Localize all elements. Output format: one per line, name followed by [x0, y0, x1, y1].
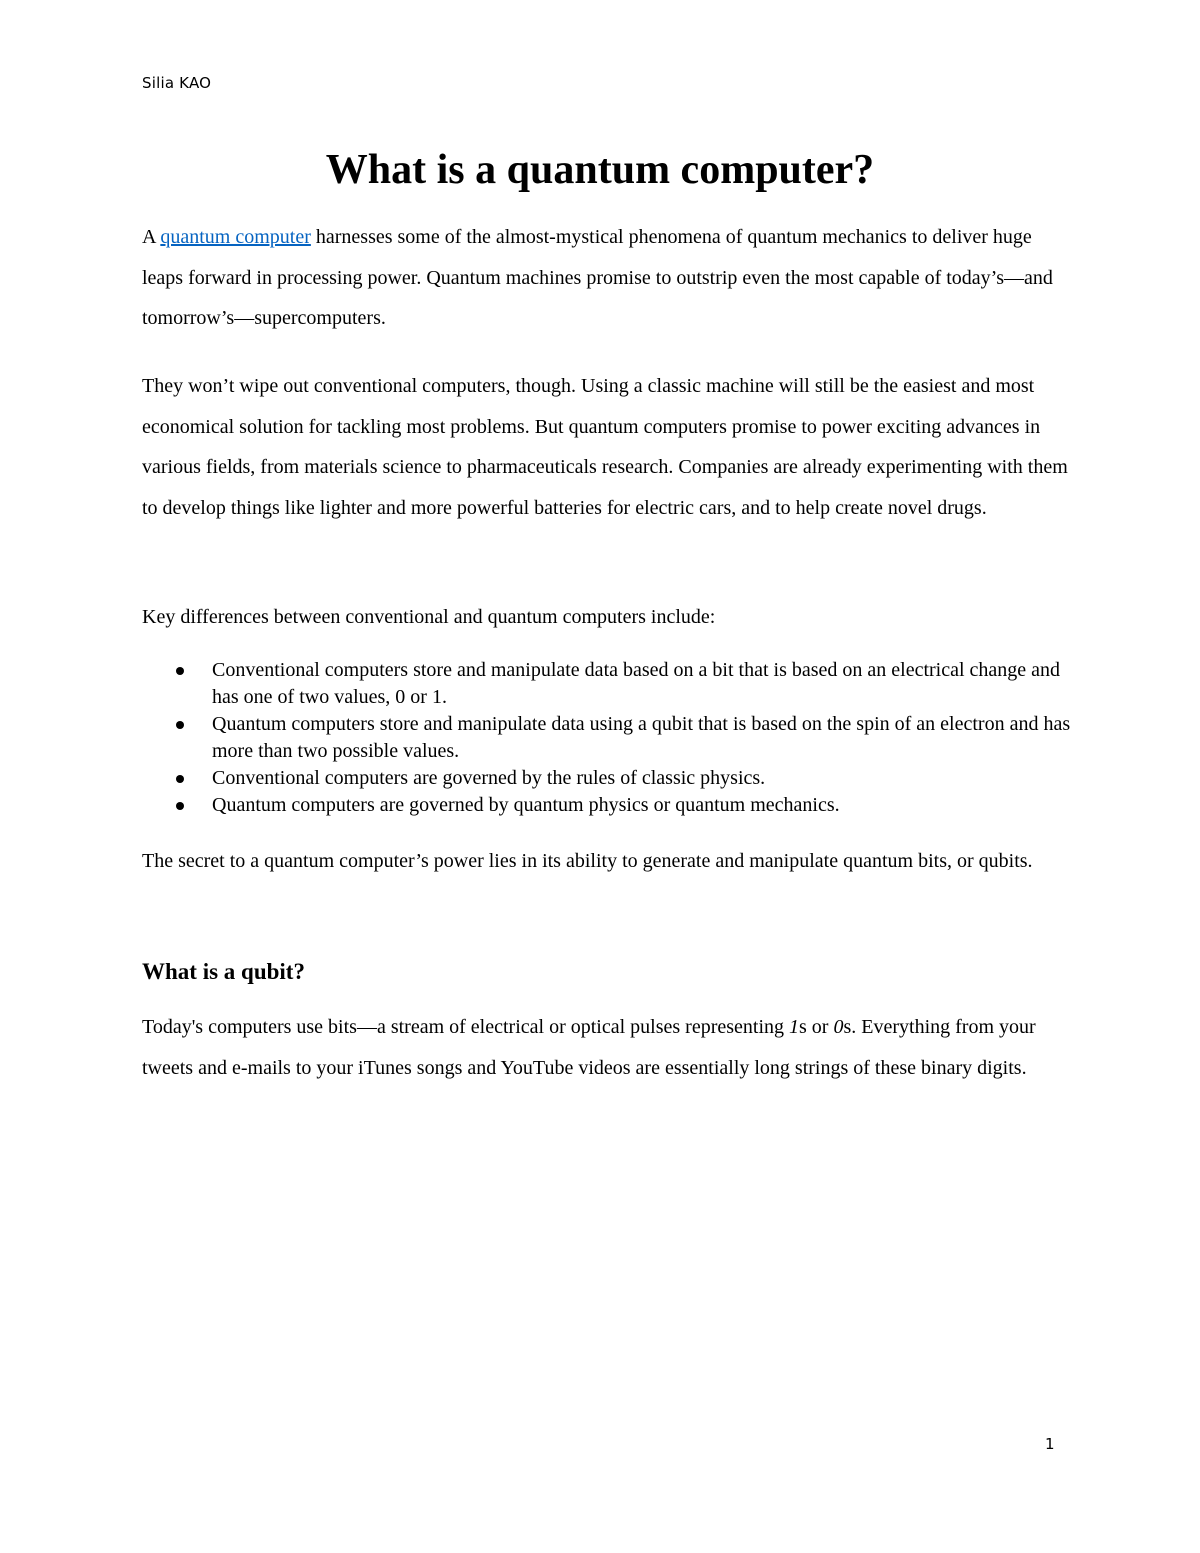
differences-list	[142, 657, 1072, 819]
paragraph-qubit	[142, 1007, 1072, 1088]
list-item	[142, 711, 1072, 765]
list-item	[142, 792, 1072, 819]
bullet-icon	[176, 721, 184, 729]
list-item-text: Quantum computers are governed by quantum physics or quantum mechanics.	[212, 794, 840, 816]
intro-prefix: A	[142, 226, 161, 248]
page-number: 1	[1045, 1435, 1055, 1453]
quantum-computer-link[interactable]: quantum computer	[160, 226, 311, 248]
document-title: What is a quantum computer?	[325, 147, 875, 193]
qubit-text-2: s or	[799, 1016, 834, 1038]
intro-rest: harnesses some of the almost-mystical phenomena of quantum mechanics to deliver huge leaps forward in processing power. Quantum machines promise to outstrip even the most capable of today’s—and tomorrow’s—supercomputers.	[142, 226, 1053, 329]
bullet-icon	[176, 775, 184, 783]
paragraph-secret: The secret to a quantum computer’s power lies in its ability to generate and manipulate quantum bits, or qubits.	[142, 850, 1033, 872]
qubit-text-1: Today's computers use bits—a stream of electrical or optical pulses representing	[142, 1016, 790, 1038]
bullet-icon	[176, 667, 184, 675]
intro-paragraph	[142, 217, 1072, 339]
qubit-digit-zero: 0	[833, 1016, 844, 1038]
list-item	[142, 657, 1072, 711]
qubit-text-3: s. Everything from your tweets and e-mails to your iTunes songs and YouTube videos are essentially long strings of these binary digits.	[142, 1016, 1036, 1079]
list-item-text: Quantum computers store and manipulate data using a qubit that is based on the spin of an electron and has more than two possible values.	[212, 713, 1071, 762]
qubit-digit-one: 1	[789, 1016, 800, 1038]
subheading-qubit: What is a qubit?	[142, 959, 305, 984]
list-item-text: Conventional computers are governed by the rules of classic physics.	[212, 767, 766, 789]
page-header-author: Silia KAO	[142, 74, 212, 92]
bullet-icon	[176, 802, 184, 810]
paragraph-conventional: They won’t wipe out conventional computers, though. Using a classic machine will still be the easiest and most economical solution for tackling most problems. But quantum computers promise to power exciting advances in various fields, from materials science to pharmaceuticals research. Companies are already experimenting with them to develop things like lighter and more powerful batteries for electric cars, and to help create novel drugs.	[142, 375, 1068, 519]
list-item	[142, 765, 1072, 792]
paragraph-key-differences: Key differences between conventional and quantum computers include:	[142, 606, 716, 628]
list-item-text: Conventional computers store and manipulate data based on a bit that is based on an electrical change and has one of two values, 0 or 1.	[212, 659, 1061, 708]
